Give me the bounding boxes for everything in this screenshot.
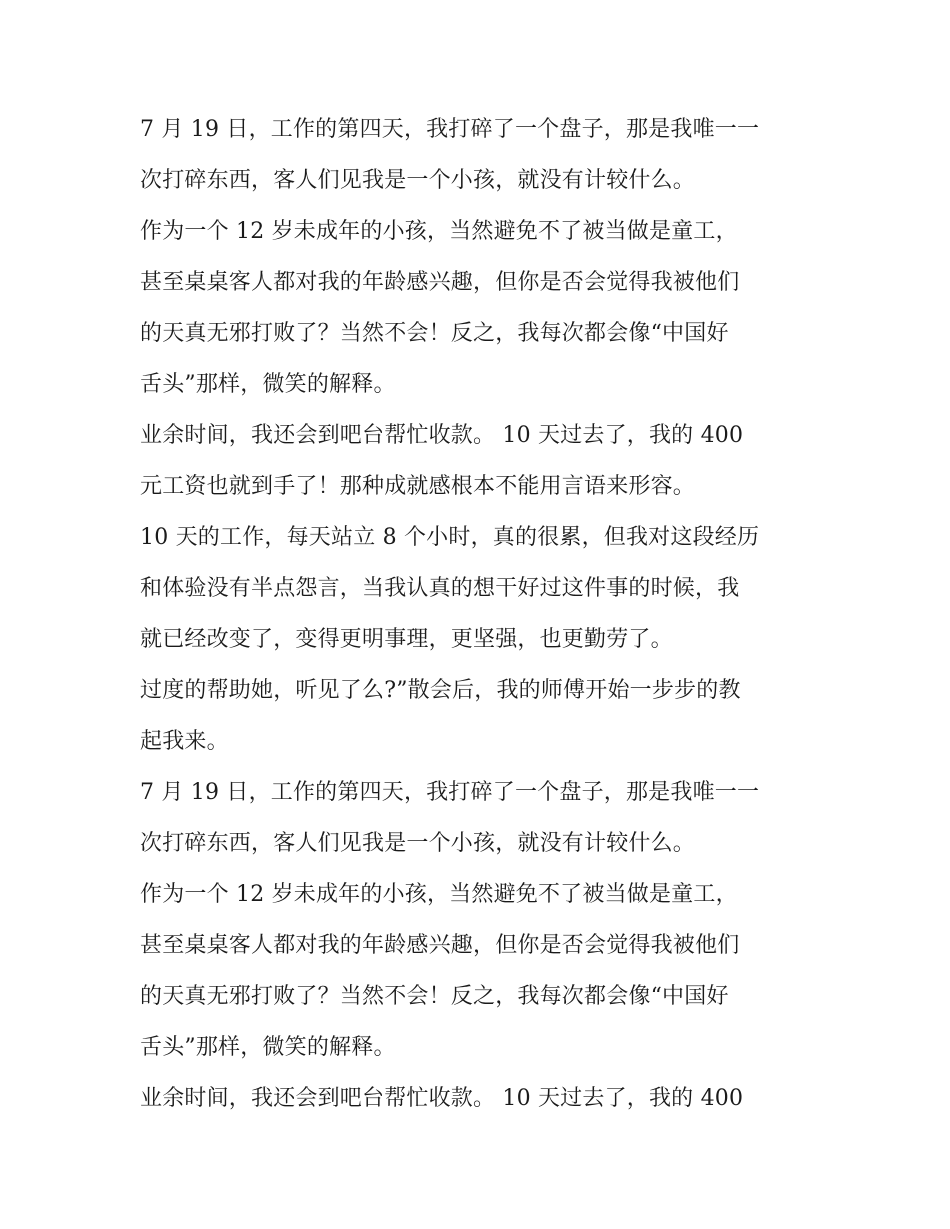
text-line-19: 舌头”那样，微笑的解释。: [140, 1035, 396, 1060]
body-text: [140, 104, 830, 1124]
text-line-9: 10 天的工作，每天站立 8 个小时，真的很累，但我对这段经历: [140, 525, 760, 550]
text-line-18: 的天真无邪打败了？当然不会！反之，我每次都会像“中国好: [140, 984, 729, 1009]
text-line-12: 过度的帮助她，听见了么?”散会后，我的师傅开始一步步的教: [140, 678, 741, 703]
text-line-20: 业余时间，我还会到吧台帮忙收款。 10 天过去了，我的 400: [140, 1086, 744, 1111]
text-line-13: 起我来。: [140, 729, 229, 754]
text-line-17: 甚至桌桌客人都对我的年龄感兴趣，但你是否会觉得我被他们: [140, 933, 740, 958]
text-line-11: 就已经改变了，变得更明事理，更坚强，也更勤劳了。: [140, 627, 673, 652]
text-line-15: 次打碎东西，客人们见我是一个小孩，就没有计较什么。: [140, 831, 696, 856]
text-line-14: 7 月 19 日，工作的第四天，我打碎了一个盘子，那是我唯一一: [140, 780, 760, 805]
text-line-7: 业余时间，我还会到吧台帮忙收款。 10 天过去了，我的 400: [140, 423, 744, 448]
text-line-3: 作为一个 12 岁未成年的小孩，当然避免不了被当做是童工，: [140, 219, 738, 244]
text-line-1: 7 月 19 日，工作的第四天，我打碎了一个盘子，那是我唯一一: [140, 117, 760, 142]
text-line-4: 甚至桌桌客人都对我的年龄感兴趣，但你是否会觉得我被他们: [140, 270, 740, 295]
text-line-5: 的天真无邪打败了？当然不会！反之，我每次都会像“中国好: [140, 321, 729, 346]
text-line-8: 元工资也就到手了！那种成就感根本不能用言语来形容。: [140, 474, 696, 499]
text-line-6: 舌头”那样，微笑的解释。: [140, 372, 396, 397]
text-line-16: 作为一个 12 岁未成年的小孩，当然避免不了被当做是童工，: [140, 882, 738, 907]
text-line-10: 和体验没有半点怨言，当我认真的想干好过这件事的时候，我: [140, 576, 740, 601]
text-line-2: 次打碎东西，客人们见我是一个小孩，就没有计较什么。: [140, 168, 696, 193]
